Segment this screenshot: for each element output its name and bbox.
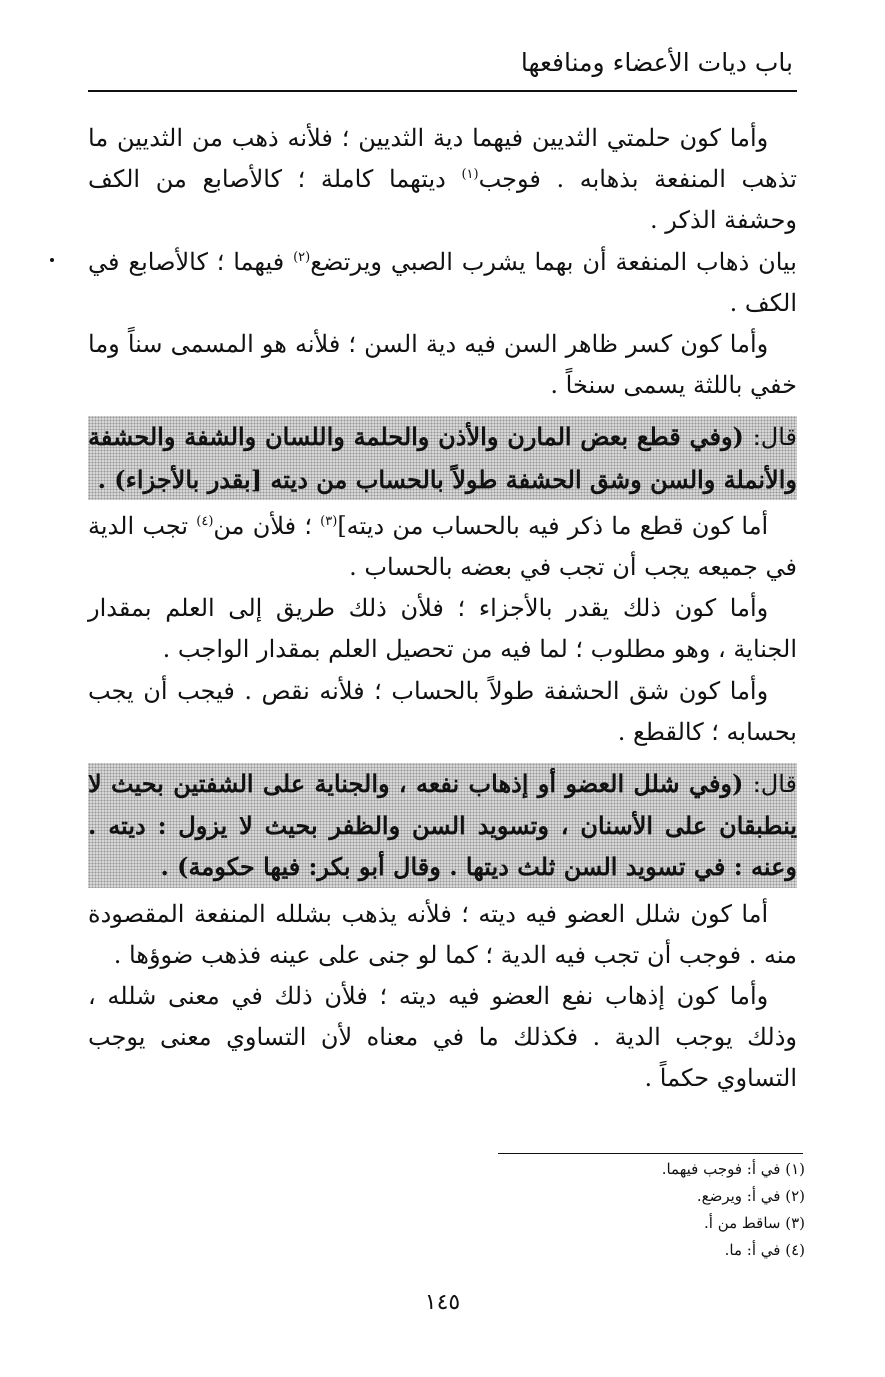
main-text xyxy=(88,118,797,1100)
paragraph-4-part-c: تجب الدية في جميعه يجب أن تجب في بعضه بالحساب . xyxy=(88,511,797,582)
footnote-4: (٤) في أ: ما. xyxy=(724,1241,805,1259)
matn-1-text: (وفي قطع بعض المارن والأذن والحلمة واللسان والشفة والحشفة والأنملة والسن وشق الحشفة طولاً بالحساب من ديته [بقدر بالأجزاء) . xyxy=(88,422,797,494)
running-header: باب ديات الأعضاء ومنافعها xyxy=(520,48,793,77)
paragraph-7: أما كون شلل العضو فيه ديته ؛ فلأنه يذهب بشلله المنفعة المقصودة منه . فوجب أن تجب فيه الدية ؛ كما لو جنى على عينه فذهب ضوؤها . xyxy=(88,899,797,969)
footnotes xyxy=(425,1156,805,1264)
matn-2-qal: قال: xyxy=(752,770,798,799)
paragraph-4-part-a: أما كون قطع ما ذكر فيه بالحساب من ديته] xyxy=(337,511,769,540)
footnote-2: (٢) في أ: ويرضع. xyxy=(696,1187,805,1205)
page-number: ١٤٥ xyxy=(424,1290,461,1315)
footnote-rule xyxy=(498,1153,803,1154)
footnote-ref-3: (٣) xyxy=(320,513,338,529)
paragraph-2-part-b: فيهما ؛ كالأصابع في الكف . xyxy=(88,247,797,317)
paragraph-1-part-a: وأما كون حلمتي الثديين فيهما دية الثديين ؛ فلأنه ذهب من الثديين ما تذهب المنفعة بذهابه . فوجب xyxy=(88,124,797,194)
margin-mark xyxy=(50,258,54,262)
paragraph-2-part-a: بيان ذهاب المنفعة أن بهما يشرب الصبي ويرتضع xyxy=(310,247,797,276)
paragraph-4 xyxy=(88,506,797,588)
paragraph-1-part-b: ديتهما كاملة ؛ كالأصابع من الكف وحشفة الذكر . xyxy=(88,165,797,235)
paragraph-6: وأما كون شق الحشفة طولاً بالحساب ؛ فلأنه نقص . فيجب أن يجب بحسابه ؛ كالقطع . xyxy=(88,676,797,746)
matn-block-1 xyxy=(88,416,797,499)
footnote-ref-2: (٢) xyxy=(293,249,311,265)
footnote-ref-4: (٤) xyxy=(196,513,214,529)
footnote-1: (١) في أ: فوجب فيهما. xyxy=(661,1160,805,1178)
paragraph-5: وأما كون ذلك يقدر بالأجزاء ؛ فلأن ذلك طريق إلى العلم بمقدار الجناية ، وهو مطلوب ؛ لما فيه من تحصيل العلم بمقدار الواجب . xyxy=(88,594,797,664)
paragraph-8: وأما كون إذهاب نفع العضو فيه ديته ؛ فلأن ذلك في معنى شلله ، وذلك يوجب الدية . فكذلك ما في معناه لأن التساوي معنى يوجب التساوي حكماً . xyxy=(88,982,797,1093)
paragraph-1 xyxy=(88,118,797,242)
paragraph-2 xyxy=(88,242,797,324)
footnote-3: (٣) ساقط من أ. xyxy=(703,1214,805,1232)
header-rule xyxy=(88,90,797,92)
matn-block-2 xyxy=(88,763,797,888)
footnote-ref-1: (١) xyxy=(461,167,479,183)
matn-2-text: (وفي شلل العضو أو إذهاب نفعه ، والجناية على الشفتين بحيث لا ينطبقان على الأسنان ، وتسويد السن والظفر بحيث لا يزول : ديته . وعنه : في تسويد السن ثلث ديتها . وقال أبو بكر: فيها حكومة) . xyxy=(88,769,797,882)
paragraph-4-part-b: ؛ فلأن من xyxy=(213,511,312,540)
paragraph-3: وأما كون كسر ظاهر السن فيه دية السن ؛ فلأنه هو المسمى سناً وما خفي باللثة يسمى سنخاً . xyxy=(88,330,797,400)
matn-1-qal: قال: xyxy=(752,423,797,452)
